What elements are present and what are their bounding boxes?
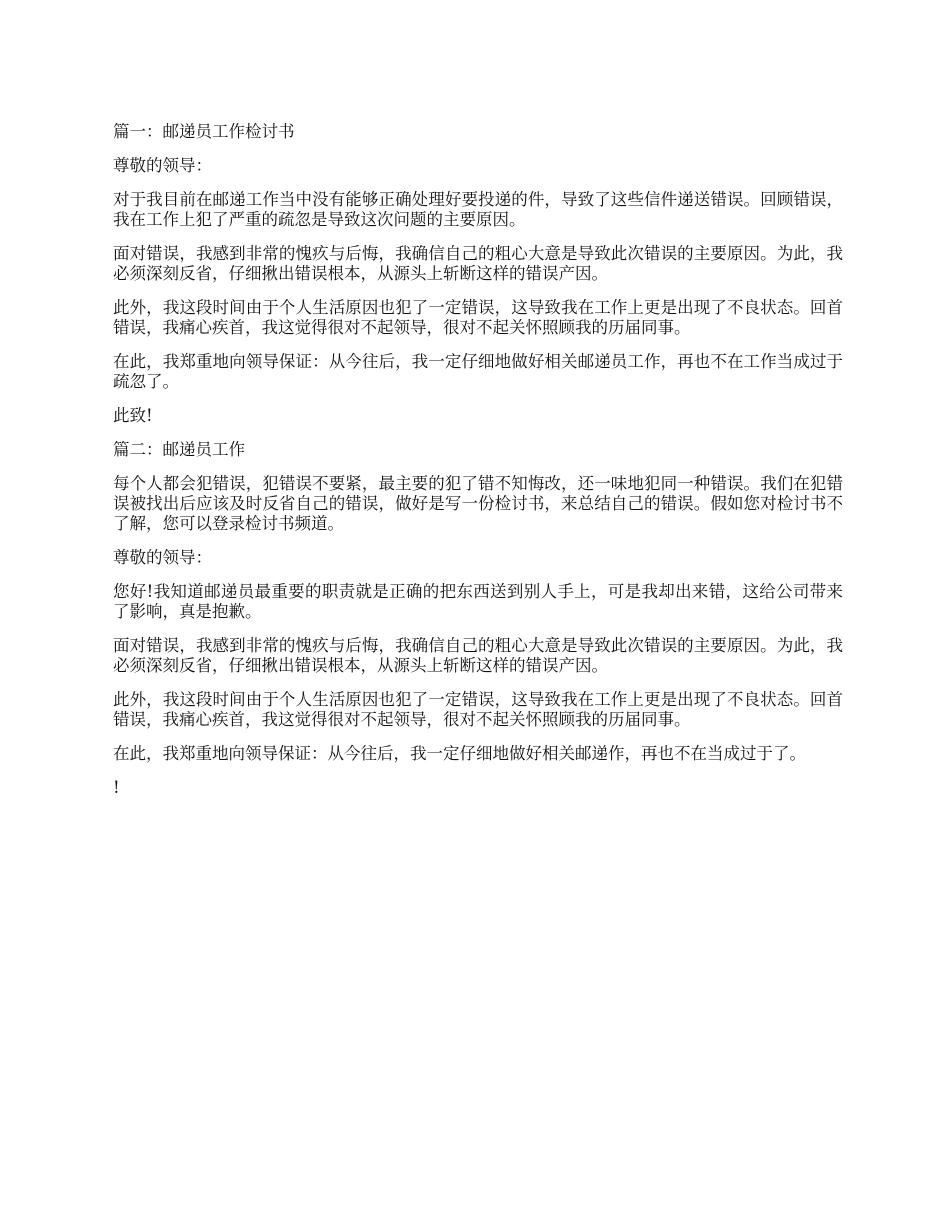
body-paragraph: 对于我目前在邮递工作当中没有能够正确处理好要投递的件，导致了这些信件递送错误。回顾错误，我在工作上犯了严重的疏忽是导致这次问题的主要原因。 — [113, 190, 843, 229]
body-paragraph: 您好!我知道邮递员最重要的职责就是正确的把东西送到别人手上，可是我却出来错，这给公司带来了影响，真是抱歉。 — [113, 582, 843, 621]
section-title-two: 篇二：邮递员工作 — [113, 440, 245, 459]
salutation: 尊敬的领导： — [113, 156, 212, 175]
closing: 此致! — [113, 406, 153, 425]
body-paragraph: 面对错误，我感到非常的愧疚与后悔，我确信自己的粗心大意是导致此次错误的主要原因。为此，我必须深刻反省，仔细揪出错误根本，从源头上斩断这样的错误产因。 — [113, 244, 843, 283]
body-paragraph: 面对错误，我感到非常的愧疚与后悔，我确信自己的粗心大意是导致此次错误的主要原因。为此，我必须深刻反省，仔细揪出错误根本，从源头上斩断这样的错误产因。 — [113, 636, 843, 675]
body-paragraph: 在此，我郑重地向领导保证：从今往后，我一定仔细地做好相关邮递作，再也不在当成过于了。 — [113, 744, 806, 763]
body-paragraph: 在此，我郑重地向领导保证：从今往后，我一定仔细地做好相关邮递员工作，再也不在工作当成过于疏忽了。 — [113, 352, 843, 391]
document-body — [113, 122, 843, 812]
section-title-one: 篇一：邮递员工作检讨书 — [113, 122, 295, 141]
body-paragraph: 每个人都会犯错误，犯错误不要紧，最主要的犯了错不知悔改，还一味地犯同一种错误。我们在犯错误被找出后应该及时反省自己的错误，做好是写一份检讨书，来总结自己的错误。假如您对检讨书不了解，您可以登录检讨书频道。 — [113, 474, 843, 533]
salutation: 尊敬的领导： — [113, 548, 212, 567]
body-paragraph: 此外，我这段时间由于个人生活原因也犯了一定错误，这导致我在工作上更是出现了不良状态。回首错误，我痛心疾首，我这觉得很对不起领导，很对不起关怀照顾我的历届同事。 — [113, 690, 843, 729]
body-paragraph: 此外，我这段时间由于个人生活原因也犯了一定错误，这导致我在工作上更是出现了不良状态。回首错误，我痛心疾首，我这觉得很对不起领导，很对不起关怀照顾我的历届同事。 — [113, 298, 843, 337]
closing: ! — [113, 778, 120, 797]
